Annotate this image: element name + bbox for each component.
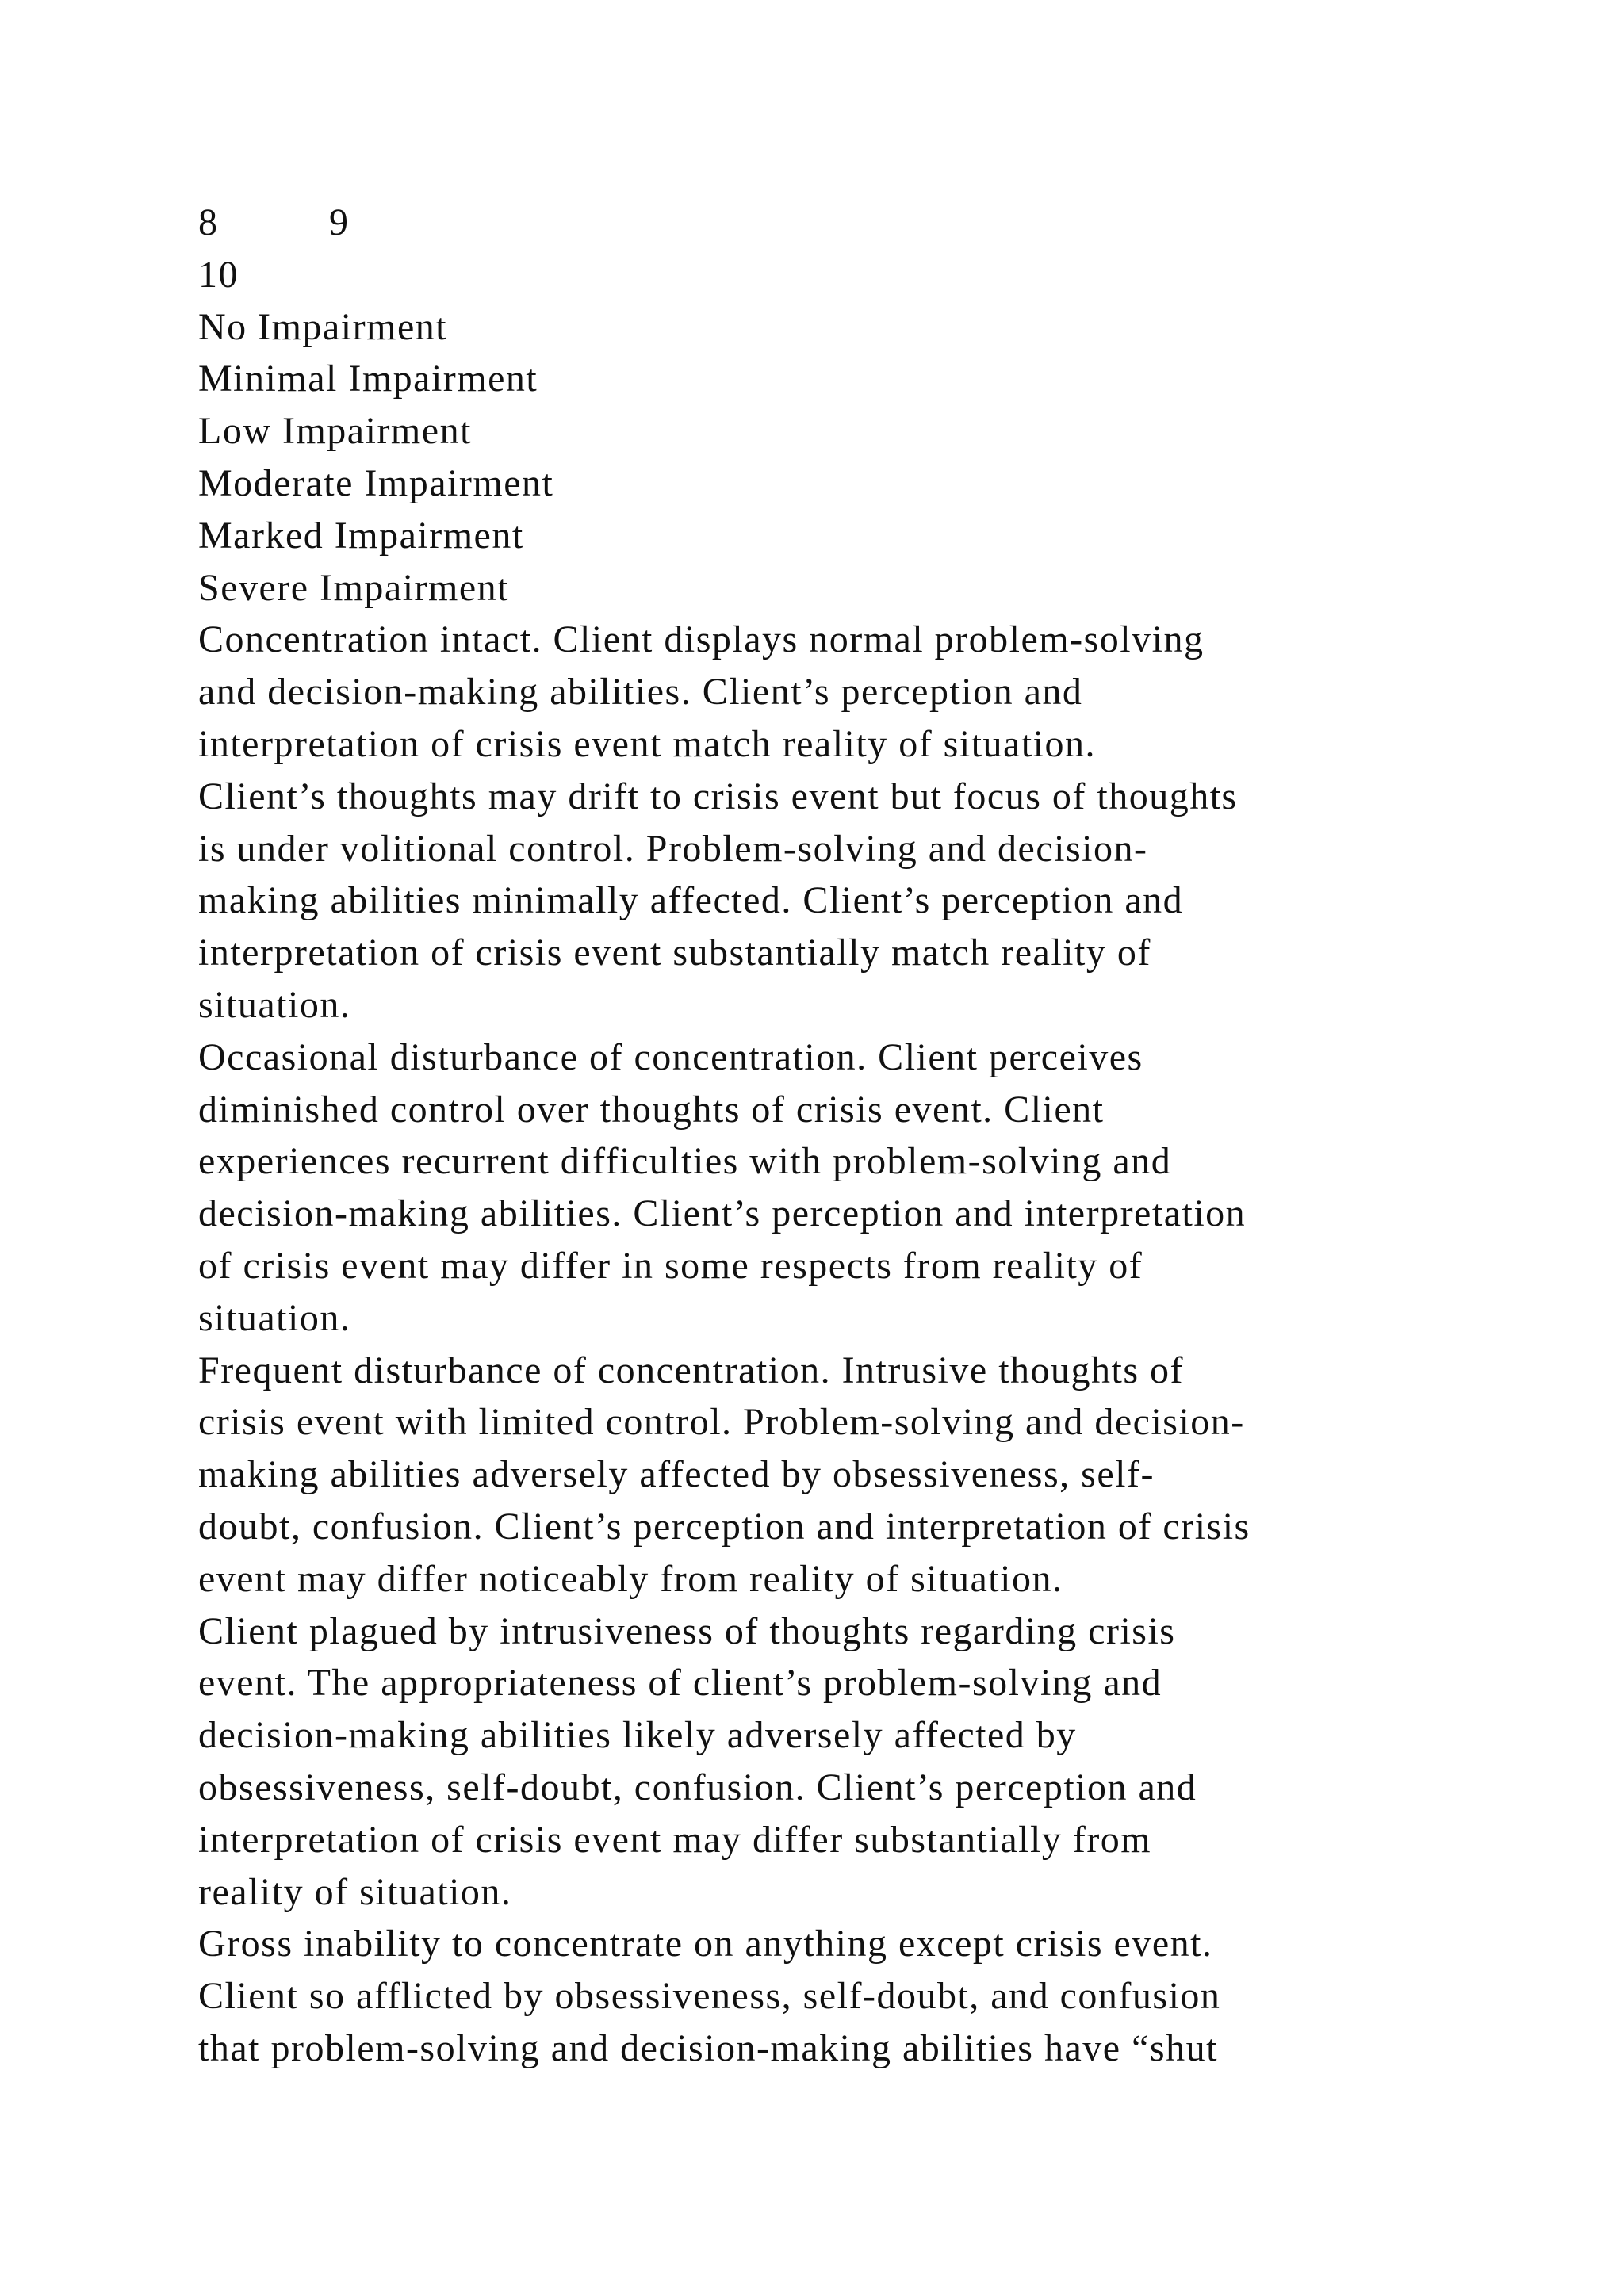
description-marked-impairment [198, 1605, 1515, 1919]
description-low-impairment [198, 1031, 1515, 1345]
description-line: making abilities adversely affected by obsessiveness, self- [198, 1453, 1155, 1496]
description-line: situation. [198, 1296, 351, 1339]
description-no-impairment [198, 614, 1515, 770]
description-moderate-impairment [198, 1345, 1515, 1605]
description-line: interpretation of crisis event substantially match reality of [198, 932, 1151, 974]
scale-numbers-row [198, 197, 1515, 249]
description-line: and decision-making abilities. Client’s perception and [198, 671, 1083, 714]
description-line: Client so afflicted by obsessiveness, self-doubt, and confusion [198, 1975, 1221, 2018]
level-minimal-impairment: Minimal Impairment [198, 358, 538, 400]
description-line: Occasional disturbance of concentration. Client perceives [198, 1035, 1143, 1078]
level-no-impairment: No Impairment [198, 305, 448, 348]
description-line: Concentration intact. Client displays normal problem-solving [198, 618, 1205, 661]
description-line: that problem-solving and decision-making abilities have “shut [198, 2026, 1218, 2069]
description-line: diminished control over thoughts of crisis event. Client [198, 1088, 1105, 1131]
level-marked-impairment: Marked Impairment [198, 514, 524, 557]
description-line: of crisis event may differ in some respects from reality of [198, 1244, 1143, 1287]
description-line: crisis event with limited control. Problem-solving and decision- [198, 1401, 1245, 1444]
description-line: doubt, confusion. Client’s perception and interpretation of crisis [198, 1505, 1251, 1548]
description-line: event. The appropriateness of client’s problem-solving and [198, 1662, 1162, 1705]
description-line: reality of situation. [198, 1870, 512, 1913]
description-line: making abilities minimally affected. Client’s perception and [198, 879, 1184, 922]
description-line: event may differ noticeably from reality of situation. [198, 1557, 1063, 1600]
scale-number-10: 10 [198, 253, 239, 296]
document-page [198, 197, 1515, 2075]
level-moderate-impairment: Moderate Impairment [198, 461, 554, 504]
description-line: interpretation of crisis event match reality of situation. [198, 722, 1097, 765]
level-severe-impairment: Severe Impairment [198, 566, 510, 609]
description-line: Frequent disturbance of concentration. Intrusive thoughts of [198, 1349, 1185, 1391]
description-line: Client’s thoughts may drift to crisis event but focus of thoughts [198, 775, 1238, 817]
description-line: interpretation of crisis event may differ substantially from [198, 1818, 1152, 1861]
description-line: obsessiveness, self-doubt, confusion. Client’s perception and [198, 1766, 1197, 1808]
description-line: experiences recurrent difficulties with problem-solving and [198, 1140, 1172, 1183]
description-severe-impairment [198, 1918, 1515, 2074]
description-line: Client plagued by intrusiveness of thoughts regarding crisis [198, 1609, 1176, 1652]
description-line: Gross inability to concentrate on anything except crisis event. [198, 1923, 1213, 1965]
description-line: decision-making abilities. Client’s perception and interpretation [198, 1192, 1247, 1235]
scale-number-8: 8 [198, 201, 219, 243]
description-minimal-impairment [198, 771, 1515, 1031]
description-line: situation. [198, 983, 351, 1026]
description-line: decision-making abilities likely adversely affected by [198, 1714, 1077, 1757]
description-line: is under volitional control. Problem-solving and decision- [198, 827, 1148, 870]
level-low-impairment: Low Impairment [198, 410, 472, 453]
scale-number-9: 9 [329, 201, 350, 243]
